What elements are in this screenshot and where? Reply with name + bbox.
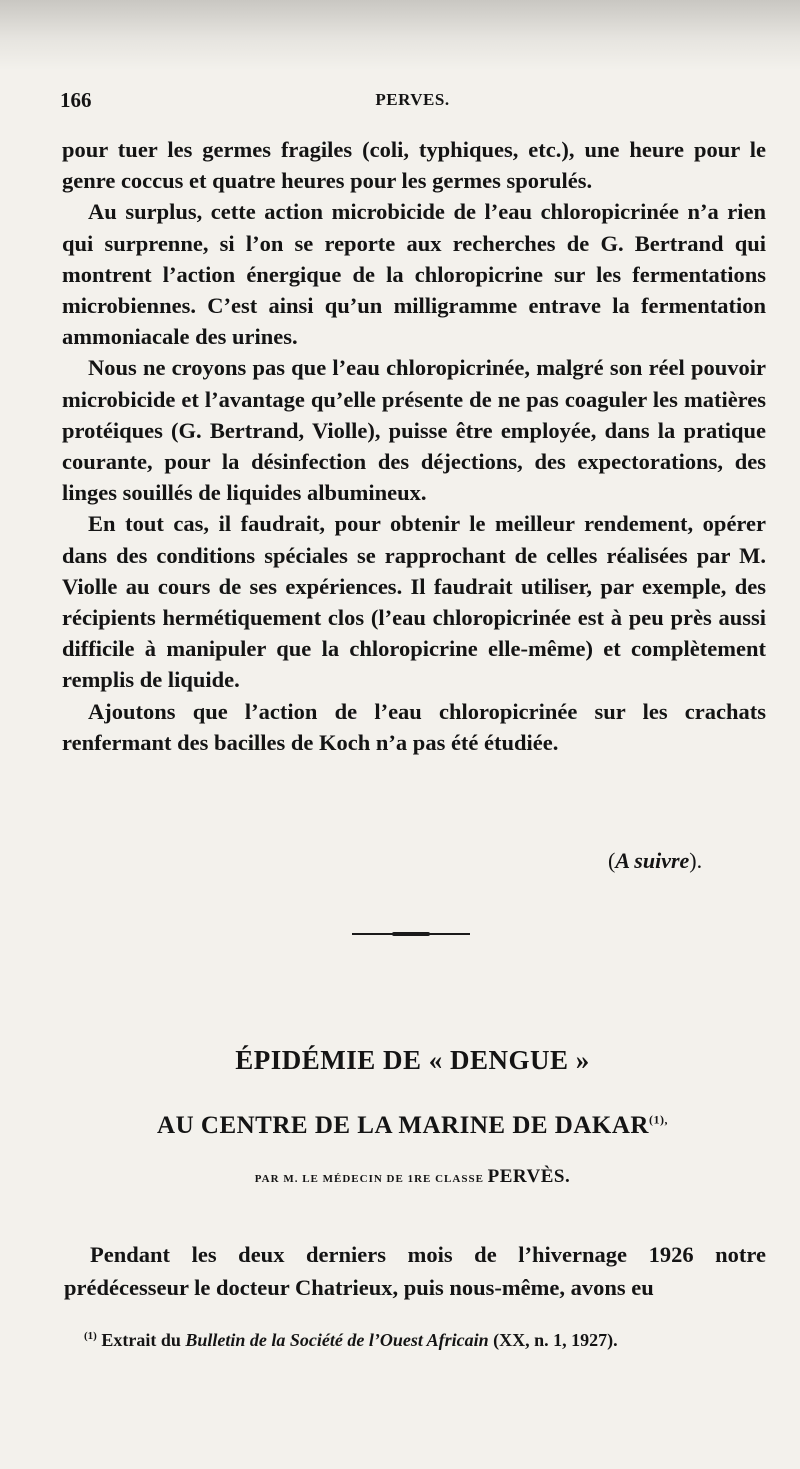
- footnote: [84, 1330, 774, 1351]
- paragraph: Ajoutons que l’action de l’eau chloropicrinée sur les crachats renfermant des bacilles de Koch n’a pas été étudiée.: [62, 698, 766, 755]
- title-footnote-mark: (1),: [648, 1112, 668, 1127]
- section-divider-center: [392, 932, 430, 936]
- footnote-mark: (1): [84, 1330, 97, 1342]
- article-intro: Pendant les deux derniers mois de l’hivernage 1926 notre prédécesseur le docteur Chatrieux, puis nous-même, avons eu: [64, 1242, 766, 1300]
- author-name: PERVÈS.: [487, 1166, 571, 1187]
- footnote-text-before: Extrait du: [101, 1330, 181, 1350]
- scan-shadow: [0, 0, 800, 70]
- page-number: 166: [60, 88, 92, 112]
- paragraph: Au surplus, cette action microbicide de l’eau chloropicrinée n’a rien qui surprenne, si l’on se reporte aux recherches de G. Bertrand qui montrent l’action énergique de la chloropicrine sur les fermentations microbiennes. C’est ainsi qu’un milligramme entrave la fermentation ammoniacale des urines.: [62, 199, 766, 350]
- paren-open: (: [608, 848, 616, 873]
- page-header: [60, 88, 765, 120]
- article-title-line-2: [60, 1112, 765, 1140]
- title-text: AU CENTRE DE LA MARINE DE DAKAR: [157, 1112, 649, 1139]
- to-be-continued: [608, 848, 702, 874]
- to-be-continued-text: A suivre: [615, 848, 690, 873]
- footnote-source: Bulletin de la Société de l’Ouest Africain: [185, 1330, 489, 1350]
- byline: [60, 1166, 765, 1188]
- paragraph: En tout cas, il faudrait, pour obtenir le meilleur rendement, opérer dans des conditions spéciales se rapprochant de celles réalisées par M. Violle au cours de ses expériences. Il faudrait utiliser, par exemple, des récipients hermétiquement clos (l’eau chloropicrinée est à peu près aussi difficile à manipuler que la chloropicrine elle-même) et complètement remplis de liquide.: [62, 511, 766, 693]
- paren-close: ).: [689, 848, 703, 873]
- byline-prefix: PAR M. LE MÉDECIN DE 1RE CLASSE: [254, 1173, 484, 1185]
- running-head: PERVES.: [375, 90, 450, 109]
- paragraph: pour tuer les germes fragiles (coli, typhiques, etc.), une heure pour le genre coccus et quatre heures pour les germes sporulés.: [62, 137, 766, 194]
- footnote-text-after: (XX, n. 1, 1927).: [493, 1330, 618, 1350]
- body-text: [62, 134, 766, 758]
- article-title-line-1: ÉPIDÉMIE DE « DENGUE »: [235, 1045, 590, 1075]
- paragraph: Nous ne croyons pas que l’eau chloropicrinée, malgré son réel pouvoir microbicide et l’avantage qu’elle présente de ne pas coaguler les matières protéiques (G. Bertrand, Violle), puisse être employée, dans la pratique courante, pour la désinfection des déjections, des expectorations, des linges souillés de liquides albumineux.: [62, 355, 766, 506]
